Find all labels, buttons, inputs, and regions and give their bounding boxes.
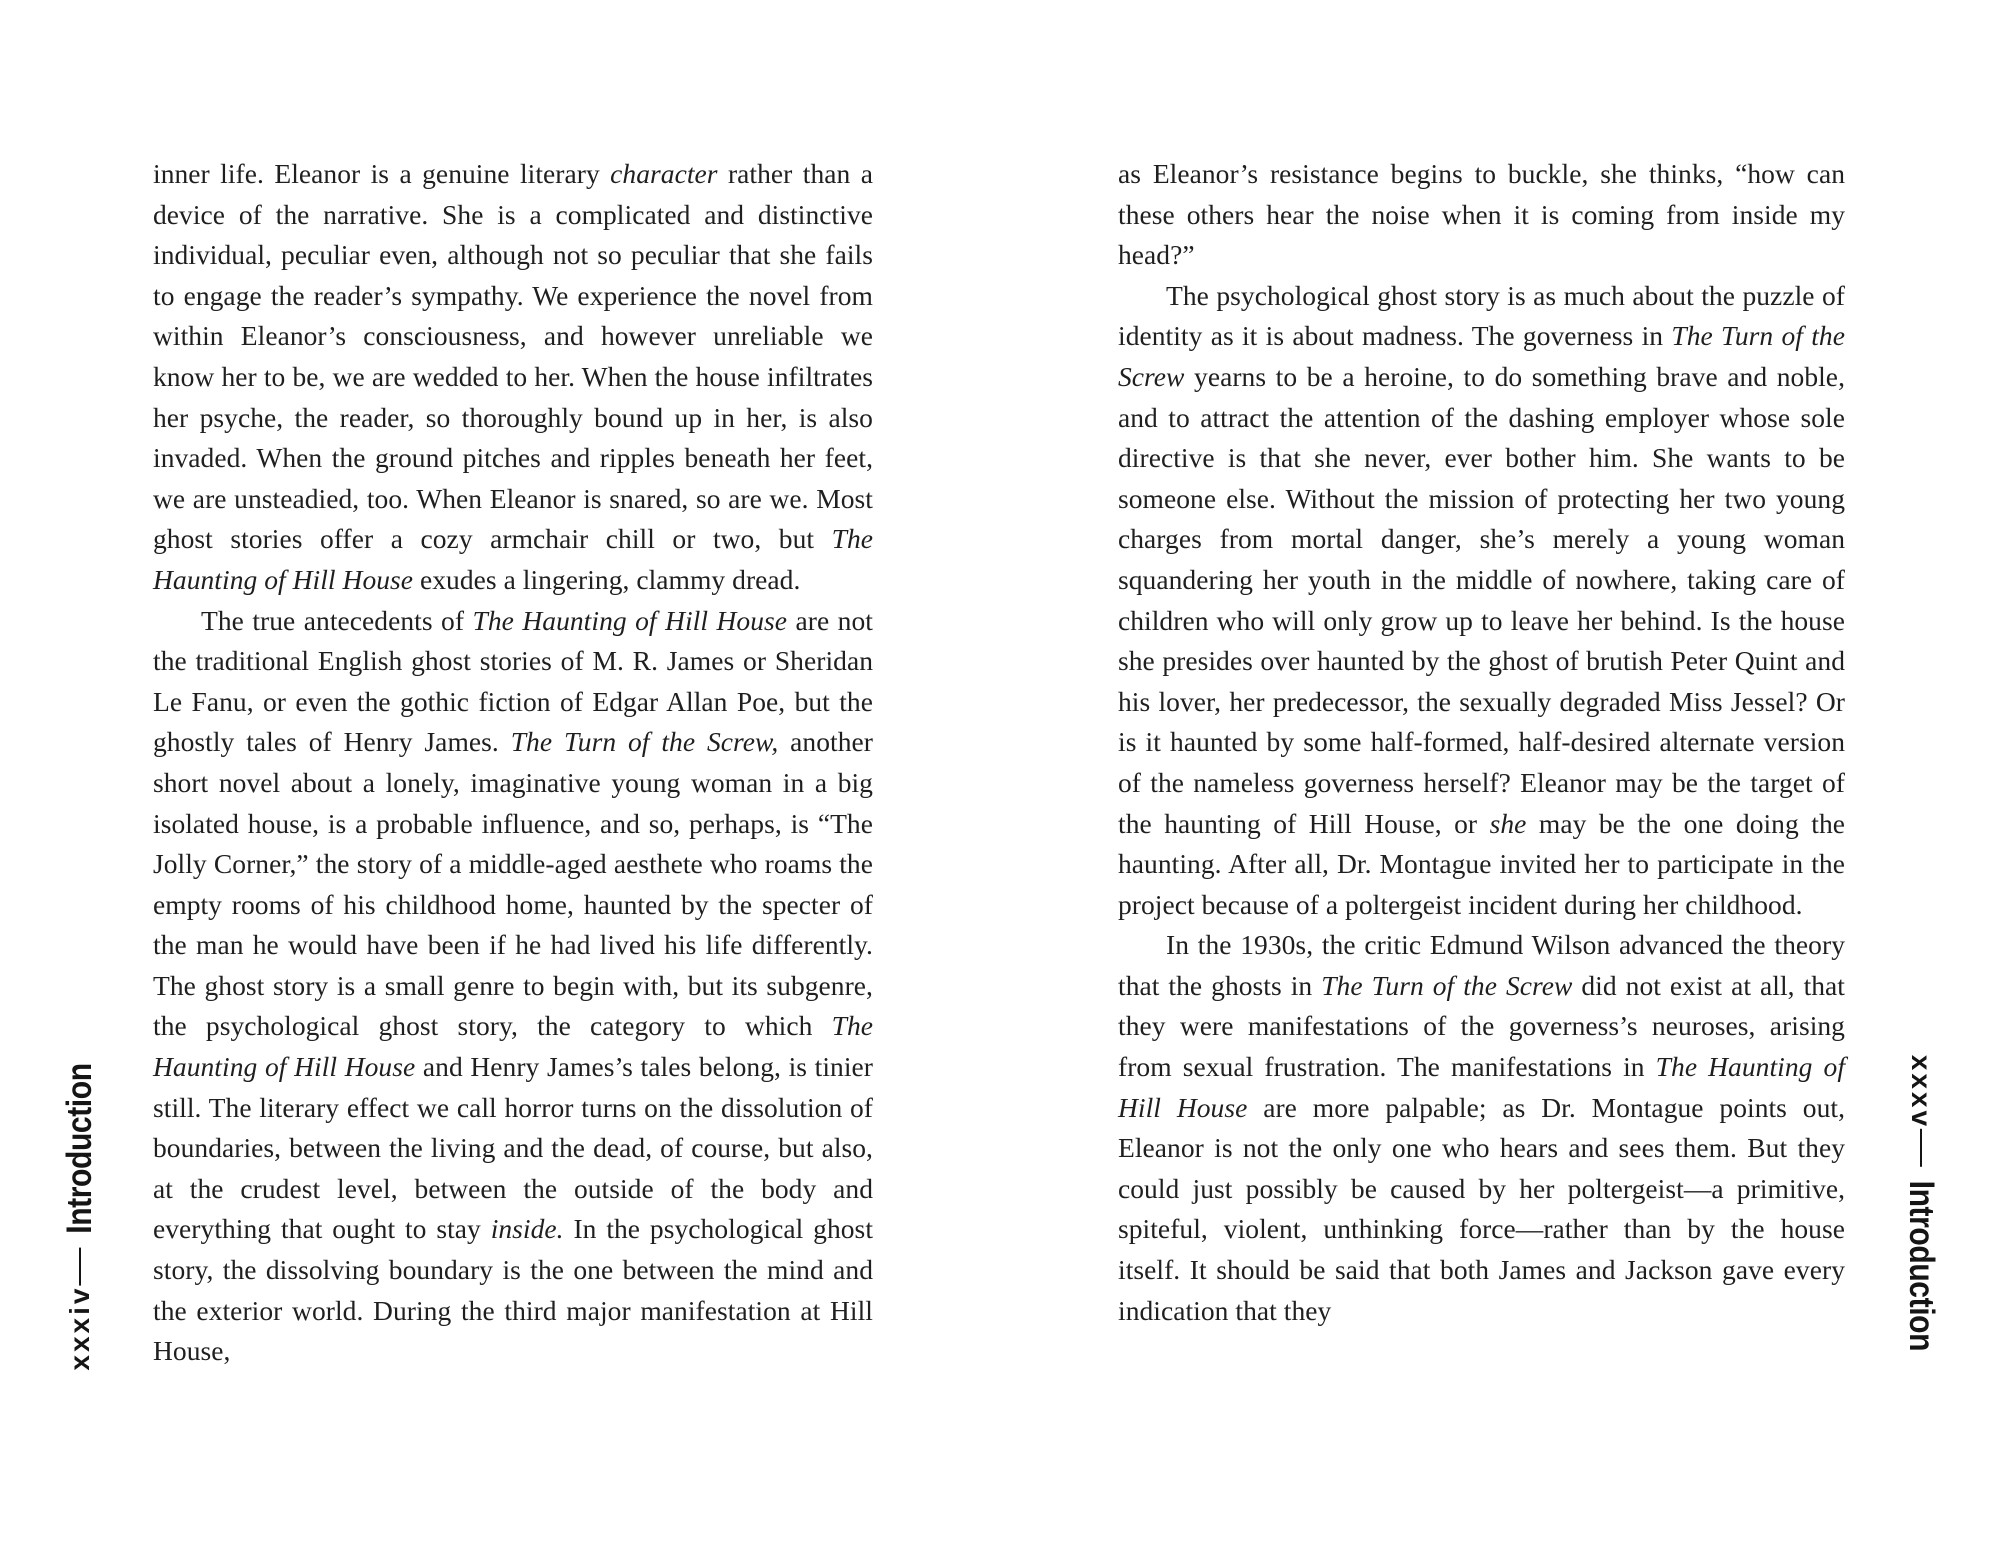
right-running-head xyxy=(1901,1055,1941,1365)
left-page-number: xxxiv xyxy=(64,1285,95,1371)
text-run: The psychological ghost story is as much about the puzzle of identity as it is about madness. The governess in xyxy=(1118,279,1845,352)
text-run: and Henry James’s tales belong, is tinier still. The literary effect we call horror turns on the dissolution of boundaries, between the living and the dead, of course, but also, at the crudest level, between the outside of the body and everything that ought to stay xyxy=(153,1051,873,1245)
italic-text-run: The Turn of the Screw xyxy=(1118,320,1845,392)
paragraph xyxy=(1118,925,1845,1331)
right-page-body xyxy=(1118,154,1845,1331)
paragraph xyxy=(1118,276,1845,926)
paragraph xyxy=(153,601,873,1372)
text-run: are not the traditional English ghost stories of M. R. James or Sheridan Le Fanu, or even the gothic fiction of Edgar Allan Poe, but the ghostly tales of Henry James. xyxy=(153,604,873,758)
italic-text-run: inside. xyxy=(490,1213,564,1245)
italic-text-run: The Haunting of Hill House xyxy=(472,604,788,636)
text-run: In the psychological ghost story, the dissolving boundary is the one between the mind and the exterior world. During the third major manifestation at Hill House, xyxy=(153,1213,874,1367)
text-run: are more palpable; as Dr. Montague points out, Eleanor is not the only one who hears and sees them. But they could just possibly be caused by her poltergeist—a primitive, spiteful, violent, unthinking force—rather than by the house itself. It should be said that both James and Jackson gave every indication that they xyxy=(1118,1091,1845,1326)
text-run: another short novel about a lonely, imaginative young woman in a big isolated house, is a probable influence, and so, perhaps, is “The Jolly Corner,” the story of a middle-aged aesthete who roams the empty rooms of his childhood home, haunted by the specter of the man he would have been if he had lived his life differently. The ghost story is a small genre to begin with, but its subgenre, the psychological ghost story, the category to which xyxy=(153,726,873,1042)
text-run: In the 1930s, the critic Edmund Wilson advanced the theory that the ghosts in xyxy=(1118,929,1845,1001)
italic-text-run: The Turn of the Screw, xyxy=(510,726,779,758)
italic-text-run: she xyxy=(1489,807,1527,839)
text-run: as Eleanor’s resistance begins to buckle, she thinks, “how can these others hear the noise when it is coming from inside my head?” xyxy=(1118,158,1845,271)
right-page-number: xxxv xyxy=(1906,1054,1937,1130)
italic-text-run: The Haunting of Hill House xyxy=(153,523,873,595)
italic-text-run: The Haunting of Hill House xyxy=(1118,1051,1846,1123)
italic-text-run: The Haunting of Hill House xyxy=(153,1010,873,1083)
left-section-title: Introduction xyxy=(60,1063,99,1234)
paragraph xyxy=(153,154,873,601)
left-running-head xyxy=(60,1049,100,1370)
paragraph xyxy=(1118,154,1845,276)
text-run: inner life. Eleanor is a genuine literary xyxy=(153,158,611,189)
text-run: The true antecedents of xyxy=(201,604,473,636)
right-section-title: Introduction xyxy=(1902,1180,1941,1352)
left-page-body xyxy=(153,154,873,1372)
italic-text-run: character xyxy=(610,158,718,189)
text-run: did not exist at all, that they were manifestations of the governess’s neuroses, arising from sexual frustration. The manifestations in xyxy=(1118,969,1846,1083)
text-run: may be the one doing the haunting. After all, Dr. Montague invited her to participate in the project because of a poltergeist incident during her childhood. xyxy=(1118,807,1845,920)
left-folio-rule xyxy=(79,1248,81,1286)
italic-text-run: The Turn of the Screw xyxy=(1321,969,1573,1001)
right-folio-rule xyxy=(1920,1129,1922,1167)
text-run: rather than a device of the narrative. She is a complicated and distinctive individual, peculiar even, although not so peculiar that she fails to engage the reader’s sympathy. We experience the novel from within Eleanor’s consciousness, and however unreliable we know her to be, we are wedded to her. When the house infiltrates her psyche, the reader, so thoroughly bound up in her, is also invaded. When the ground pitches and ripples beneath her feet, we are unsteadied, too. When Eleanor is snared, so are we. Most ghost stories offer a cozy armchair chill or two, but xyxy=(153,158,873,555)
text-run: exudes a lingering, clammy dread. xyxy=(413,563,801,595)
text-run: yearns to be a heroine, to do something brave and noble, and to attract the attention of the dashing employer whose sole directive is that she never, ever bother him. She wants to be someone else. Without the mission of protecting her two young charges from mortal danger, she’s merely a young woman squandering her youth in the middle of nowhere, taking care of children who will only grow up to leave her behind. Is the house she presides over haunted by the ghost of brutish Peter Quint and his lover, her predecessor, the sexually degraded Miss Jessel? Or is it haunted by some half-formed, half-desired alternate version of the nameless governess herself? Eleanor may be the target of the haunting of Hill House, or xyxy=(1118,360,1845,839)
